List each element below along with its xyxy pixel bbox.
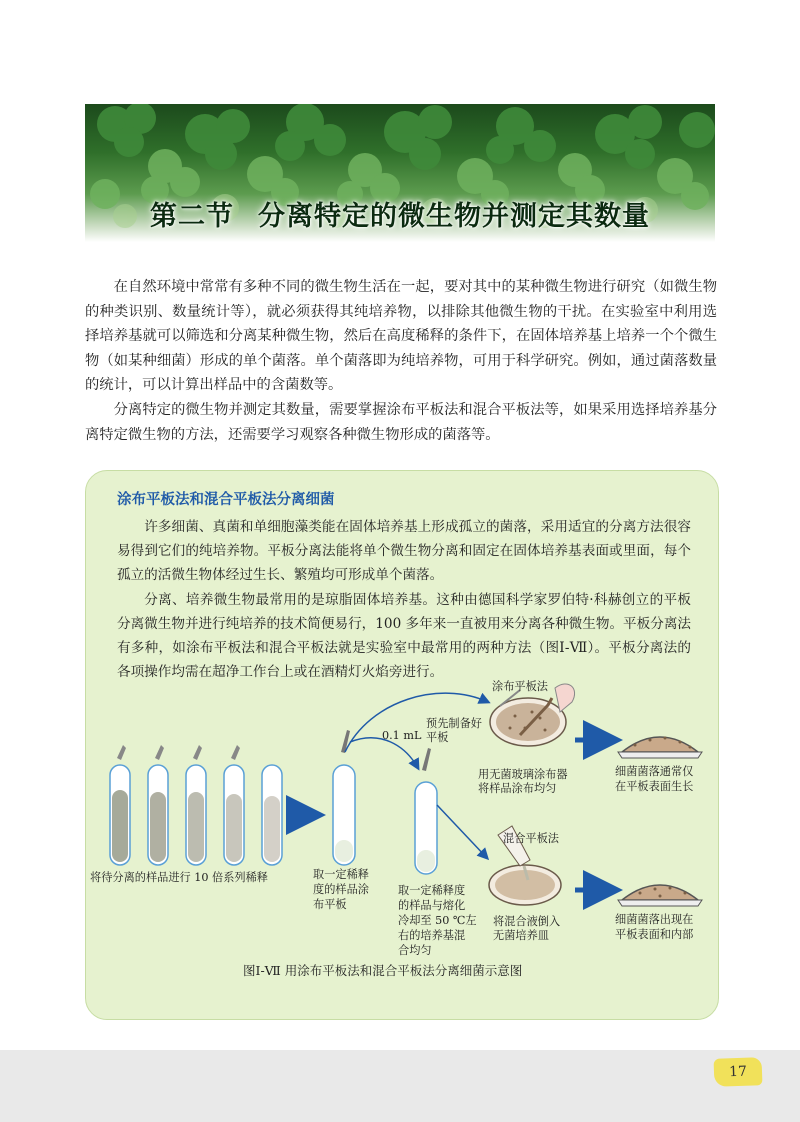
test-tube	[186, 745, 206, 865]
label-pour-step: 将混合液倒入	[493, 915, 561, 928]
label-tube-b-line: 取一定稀释度	[398, 884, 466, 897]
info-paragraph: 分离、培养微生物最常用的是琼脂固体培养基。这种由德国科学家罗伯特·科赫创立的平板分离微生物并进行纯培养的技术简便易行，100 多年来一直被用来分离各种微生物。平板分离法有多种，如涂布平板法和混合平板法就是实验室中最常用的两种方法（图Ⅰ-Ⅶ）。平板分离法的各项操作均需在超净工作台上或在酒精灯火焰旁进行。	[117, 591, 692, 681]
label-tube-b-line: 冷却至 50 ℃左	[398, 914, 477, 927]
label-tube-a-line: 取一定稀释	[313, 868, 369, 881]
test-tube	[224, 745, 244, 865]
test-tube	[148, 745, 168, 865]
label-preplate: 预先制备好	[426, 717, 482, 730]
label-tube-b-line: 的样品与熔化	[398, 899, 466, 912]
page-footer	[0, 1050, 800, 1122]
info-paragraph: 许多细菌、真菌和单细胞藻类能在固体培养基上形成孤立的菌落，采用适宜的分离方法很容易得到它们的纯培养物。平板分离法能将单个微生物分离和固定在固体培养基表面或里面，每个孤立的活微生物体经过生长、繁殖均可形成单个菌落。	[117, 519, 691, 584]
pour-result-dish	[618, 885, 702, 906]
spread-result-dish	[618, 737, 702, 759]
label-spread-step: 将样品涂布均匀	[478, 782, 557, 795]
intro-paragraph: 分离特定的微生物并测定其数量，需要掌握涂布平板法和混合平板法等，如果采用选择培养基分离特定微生物的方法，还需要学习观察各种微生物形成的菌落等。	[85, 401, 717, 443]
intro-paragraph: 在自然环境中常常有多种不同的微生物生活在一起，要对其中的某种微生物进行研究（如微生物的种类识别、数量统计等），就必须获得其纯培养物，以排除其他微生物的干扰。在实验室中利用选择培养基就可以筛选和分离某种微生物，然后在高度稀释的条件下，在固体培养基上培养一个个微生物（如某种细菌）形成的单个菌落。单个菌落即为纯培养物，可用于科学研究。例如，通过菌落数量的统计，可以计算出样品中的含菌数等。	[85, 279, 717, 394]
label-spread-result: 在平板表面生长	[615, 780, 694, 793]
label-spread-result: 细菌菌落通常仅	[615, 765, 694, 778]
figure-caption: 图Ⅰ-Ⅶ 用涂布平板法和混合平板法分离细菌示意图	[243, 963, 523, 978]
label-tube-a-line: 度的样品涂	[313, 883, 369, 896]
label-spread-method: 涂布平板法	[492, 680, 548, 693]
label-pour-step: 无菌培养皿	[493, 929, 549, 942]
label-spread-step: 用无菌玻璃涂布器	[478, 768, 568, 781]
label-dilution: 将待分离的样品进行 10 倍系列稀释	[90, 871, 268, 884]
label-tube-a-line: 布平板	[313, 898, 347, 911]
test-tube-pour	[415, 748, 437, 874]
page-number: 17	[714, 1057, 763, 1087]
label-tube-b-line: 合均匀	[398, 944, 432, 957]
test-tube	[262, 765, 282, 865]
section-title: 分离特定的微生物并测定其数量	[258, 201, 650, 232]
test-tube	[110, 745, 130, 865]
section-number: 第二节	[150, 201, 234, 232]
label-pour-method: 混合平板法	[503, 832, 559, 845]
label-pour-result: 平板表面和内部	[615, 928, 694, 941]
diag-arrow	[437, 805, 487, 858]
label-volume: 0.1 mL	[382, 729, 422, 742]
label-pour-result: 细菌菌落出现在	[615, 913, 694, 926]
test-tube-spread	[333, 730, 355, 865]
label-preplate: 平板	[426, 731, 449, 744]
dilution-tubes	[110, 745, 282, 865]
info-box-title: 涂布平板法和混合平板法分离细菌	[117, 492, 335, 508]
label-tube-b-line: 右的培养基混	[398, 929, 466, 942]
